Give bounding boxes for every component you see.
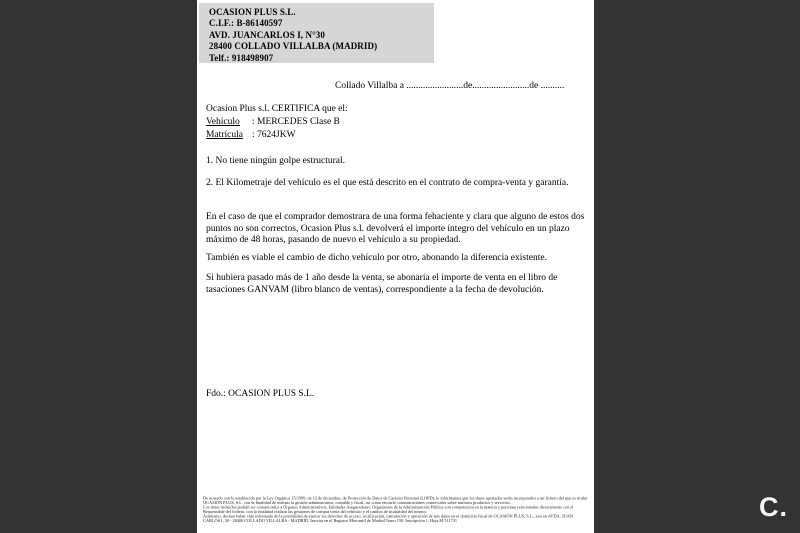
legal-line-1: De acuerdo con lo establecido por la Ley Orgánica 15/1999, de 13 de diciembre, de Protección de Datos de Carácter Personal (LOPD), le informamos que los datos aportados serán incorporados a un fichero del que es titular	[203, 496, 588, 501]
legal-line-5: Asimismo, declara haber sido informado de la posibilidad de ejercer los derechos de acceso, rectificación, cancelación y oposición de mis datos en el domicilio fiscal de OCASIÓN PLUS, S.L., sito en AVDA. JUAN	[203, 513, 573, 519]
company-phone: Telf.: 918498907	[209, 52, 274, 63]
vehicle-value: : MERCEDES Clase B	[252, 117, 340, 127]
plate-label: Matrícula	[206, 130, 243, 140]
exchange-paragraph: También es viable el cambio de dicho vehículo por otro, abonando la diferencia existente.	[206, 253, 547, 263]
company-address: AVD. JUANCARLOS I, N°30	[209, 29, 325, 40]
company-city: 28400 COLLADO VILLALBA (MADRID)	[209, 41, 378, 52]
signature-line: Fdo.: OCASION PLUS S.L.	[206, 389, 315, 399]
condition-point-1: 1. No tiene ningún golpe estructural.	[206, 156, 346, 166]
vehicle-row	[206, 117, 340, 129]
certify-statement: Ocasion Plus s.l. CERTIFICA que el:	[206, 104, 348, 114]
valuation-paragraph: Si hubiera pasado más de 1 año desde la venta, se abonaría el importe de venta en el libro de tasaciones GANVAM (libro blanco de ventas), correspondiente a la fecha de devolución.	[206, 273, 558, 295]
company-name: OCASION PLUS S.L.	[209, 7, 296, 17]
legal-line-3: Los datos incluidos podrán ser comunicados a Órganos Administrativos, Entidades Aseguradoras, Organismos de la Administración Pública con competencia en la materia y personas relacionadas directamente con el	[203, 504, 574, 510]
vehicle-label: Vehículo	[206, 117, 240, 127]
refund-paragraph: En el caso de que el comprador demostrara de una forma fehaciente y clara que alguno de estos dos puntos no son correctos, Ocasion Plus s.l. devolverá el importe íntegro del vehículo en un plazo máximo de 48 horas, pasando de nuevo el vehículo a su propiedad.	[206, 212, 585, 245]
coches-brand-logo: C.	[759, 492, 788, 522]
legal-fine-print-block	[203, 496, 588, 526]
date-fill-in-line: Collado Villalba a ........................de........................de ..........	[335, 81, 565, 91]
legal-line-2: OCASIÓN PLUS, S.L. con la finalidad de realizar la gestión administrativa, contable y fiscal, así como enviarle comunicaciones comerciales sobre nuestros productos y servicios.	[203, 500, 511, 505]
legal-line-4: Responsable del fichero, con la finalidad realizar las gestiones de compra venta del vehículo y el cambio de titularidad del mismo.	[203, 509, 427, 514]
company-cif: C.I.F.: B-86140597	[209, 18, 283, 29]
company-header-block	[199, 3, 434, 63]
condition-point-2: 2. El Kilometraje del vehículo es el que está descrito en el contrato de compra-venta y garantía.	[206, 178, 569, 188]
certificate-document-page	[197, 0, 594, 533]
legal-line-6: CARLOS I, 30 - 28400 COLLADO VILLALBA - MADRID. Inscrita en el Registro Mercantil de Madrid Tomo 150, Inscripción 1, Hoja M 511731	[203, 518, 458, 523]
plate-row	[206, 130, 296, 142]
plate-value: : 7624JKW	[252, 130, 296, 140]
